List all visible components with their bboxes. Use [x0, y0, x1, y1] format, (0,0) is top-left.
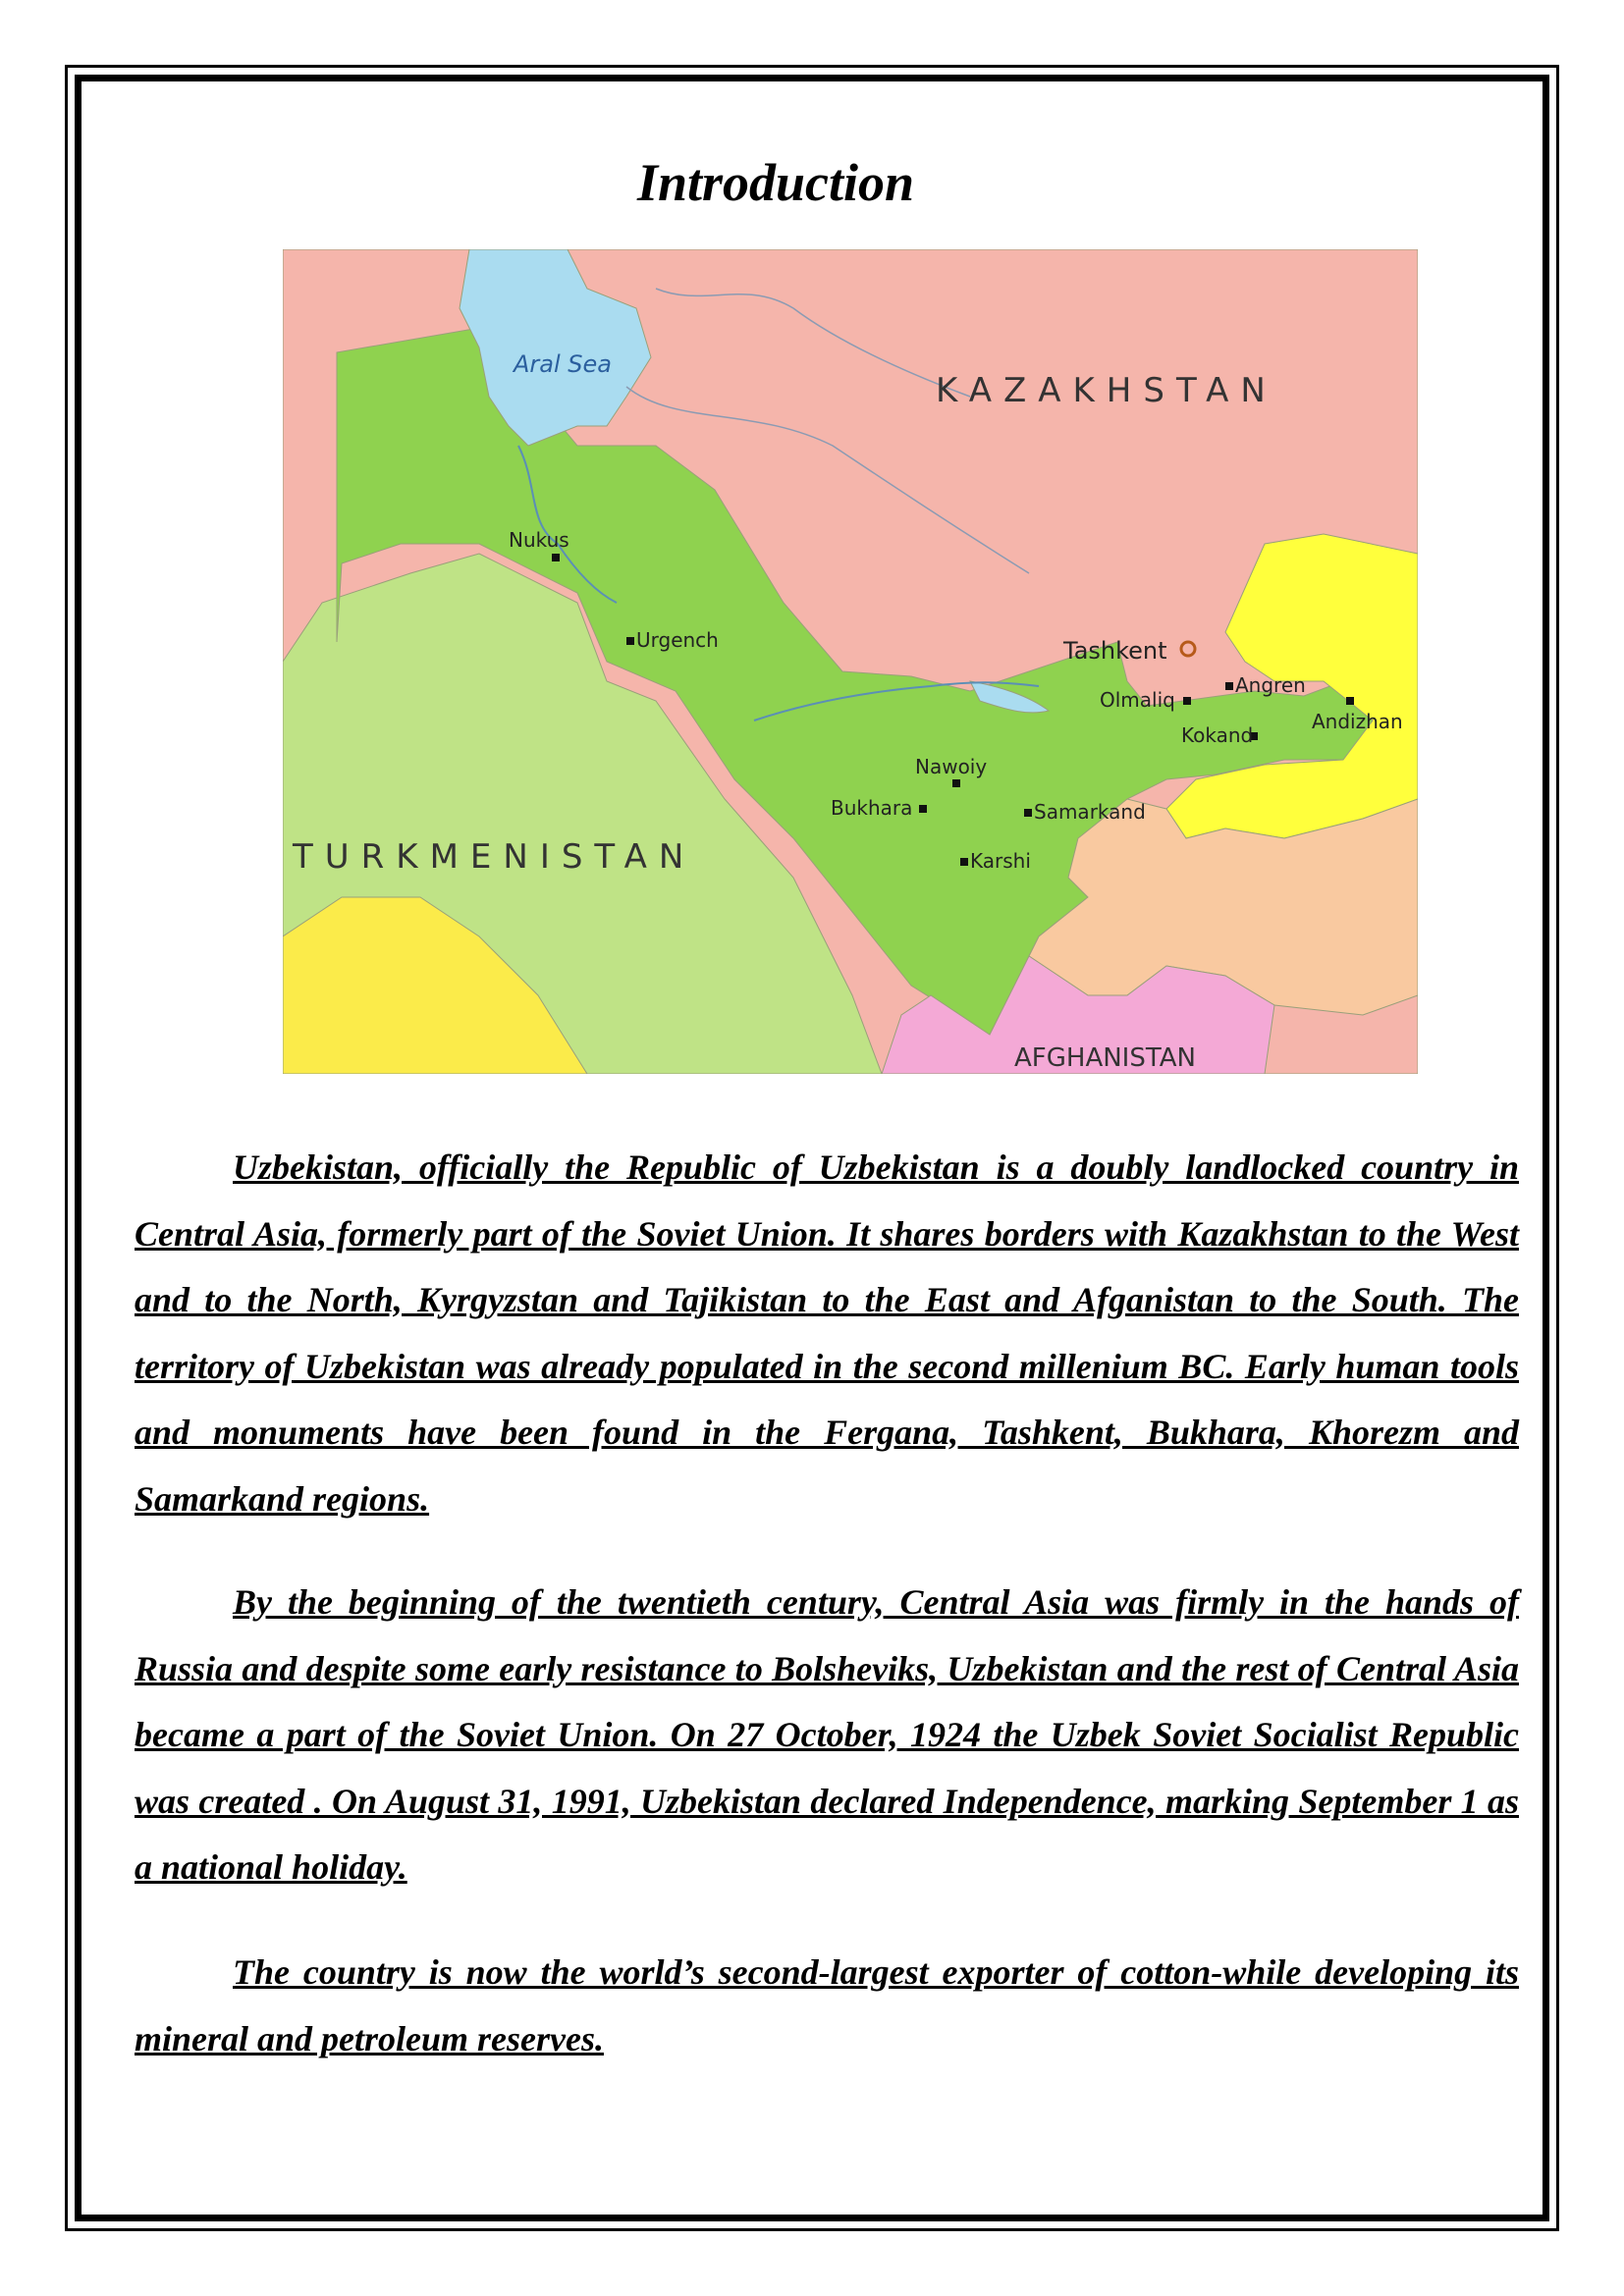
paragraph-history: Uzbekistan, officially the Republic of Uzbekistan is a doubly landlocked country in Central Asia, formerly part of the Soviet Union. It shares borders with Kazakhstan to the West and to the North, Kyrgyzstan and Tajikistan to the East and Afganistan to the South. The territory of Uzbekistan was already populated in the second millenium BC. Early human tools and monuments have been found in the Fergana, Tashkent, Bukhara, Khorezm and Samarkand regions. [135, 1148, 1519, 1519]
nawoiy-label: Nawoiy [915, 755, 988, 778]
samarkand-label: Samarkand [1034, 800, 1146, 824]
angren-marker [1225, 682, 1233, 690]
urgench-marker [626, 637, 634, 645]
kazakhstan-label: KAZAKHSTAN [936, 371, 1277, 410]
turkmenistan-label: TURKMENISTAN [293, 837, 696, 877]
samarkand-marker [1024, 809, 1032, 817]
karshi-label: Karshi [970, 849, 1031, 873]
nukus-label: Nukus [509, 528, 569, 552]
urgench-label: Urgench [636, 628, 719, 652]
afghanistan-label: AFGHANISTAN [1014, 1043, 1196, 1073]
map-svg [283, 249, 1418, 1074]
angren-label: Angren [1235, 673, 1306, 697]
nawoiy-marker [952, 779, 960, 787]
nukus-marker [552, 554, 560, 561]
uzbekistan-map [283, 249, 1418, 1074]
andizhan-marker [1346, 697, 1354, 705]
andizhan-label: Andizhan [1312, 710, 1403, 733]
paragraph-economy: The country is now the world’s second-largest exporter of cotton-while developing its mineral and petroleum reserves. [135, 1952, 1519, 2058]
kokand-label: Kokand [1181, 723, 1254, 747]
aral-sea-label: Aral Sea [514, 350, 612, 378]
karshi-marker [960, 858, 968, 866]
tashkent-label: Tashkent [1063, 637, 1167, 665]
page-title: Introduction [636, 153, 915, 212]
bukhara-marker [919, 805, 927, 813]
paragraph-soviet-era: By the beginning of the twentieth century, Central Asia was firmly in the hands of Russia and despite some early resistance to Bolsheviks, Uzbekistan and the rest of Central Asia became a part of the Soviet Union. On 27 October, 1924 the Uzbek Soviet Socialist Republic was created . On August 31, 1991, Uzbekistan declared Independence, marking September 1 as a national holiday. [135, 1582, 1519, 1887]
olmaliq-label: Olmaliq [1100, 688, 1175, 712]
olmaliq-marker [1183, 697, 1191, 705]
bukhara-label: Bukhara [831, 796, 913, 820]
